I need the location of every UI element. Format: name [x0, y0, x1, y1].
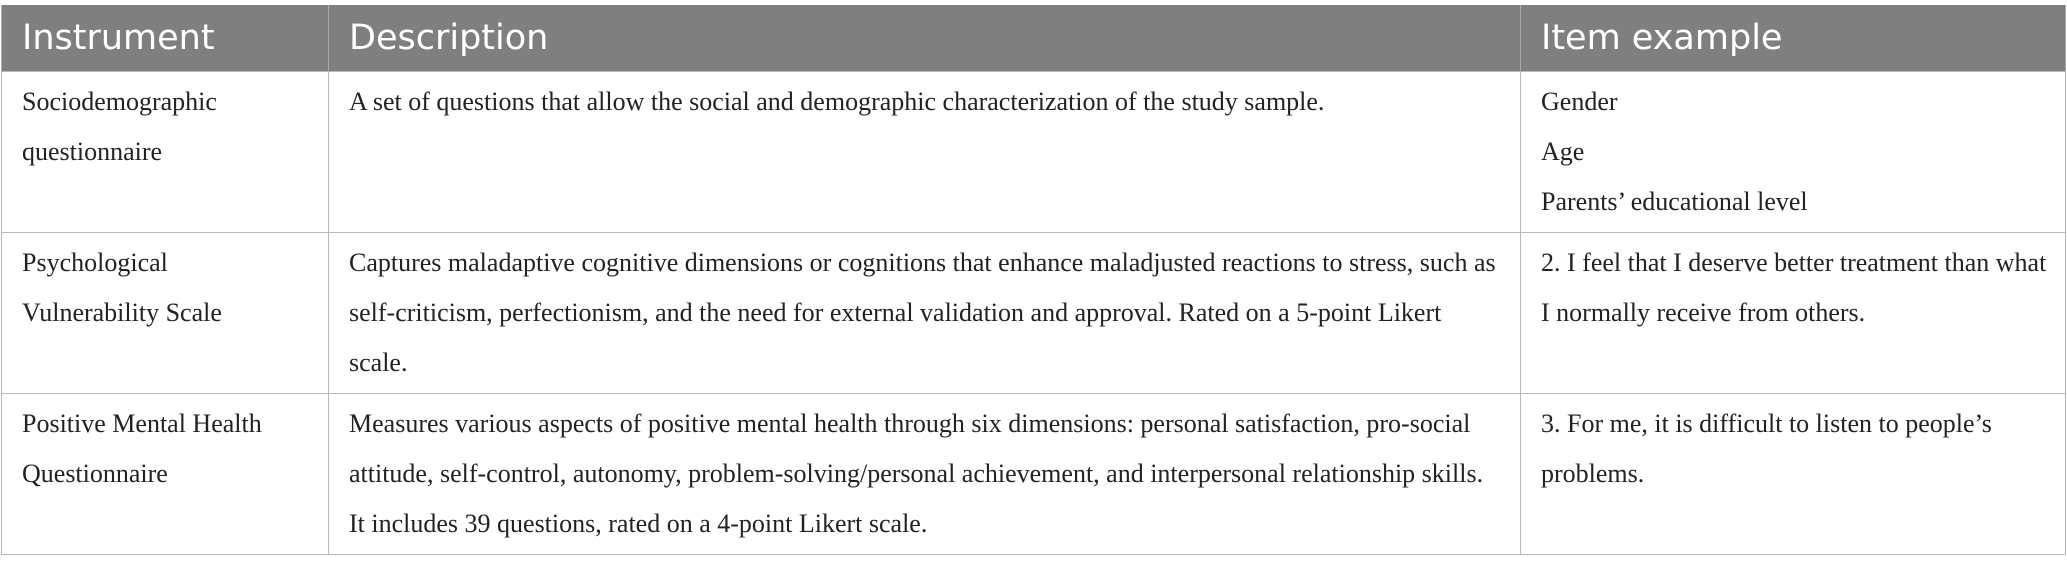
- table-row: [2, 394, 2066, 555]
- item-example-cell: [1521, 394, 2066, 555]
- item-example: Gender: [1541, 87, 1618, 116]
- item-example: Age: [1541, 137, 1585, 166]
- item-example: Parents’ educational level: [1541, 187, 1808, 216]
- description-cell: Captures maladaptive cognitive dimensions or cognitions that enhance maladjusted reactions to stress, such as self-criticism, perfectionism, and the need for external validation and approval. Rated on a 5-point Likert scale.: [329, 233, 1521, 394]
- description-cell: Measures various aspects of positive mental health through six dimensions: personal satisfaction, pro-social attitude, self-control, autonomy, problem-solving/personal achievement, and interpersonal relationship skills. It includes 39 questions, rated on a 4-point Likert scale.: [329, 394, 1521, 555]
- header-item-example: Item example: [1521, 5, 2066, 72]
- instrument-cell: Sociodemographic questionnaire: [2, 72, 329, 233]
- description-cell: A set of questions that allow the social and demographic characterization of the study sample.: [329, 72, 1521, 233]
- item-example: 2. I feel that I deserve better treatment than what I normally receive from others.: [1541, 248, 2047, 327]
- header-instrument: Instrument: [2, 5, 329, 72]
- table-row: [2, 233, 2066, 394]
- instrument-cell: Psychological Vulnerability Scale: [2, 233, 329, 394]
- item-example: 3. For me, it is difficult to listen to people’s problems.: [1541, 409, 1992, 488]
- table-header: [2, 5, 2066, 72]
- item-example-cell: [1521, 233, 2066, 394]
- table-row: [2, 72, 2066, 233]
- item-example-cell: [1521, 72, 2066, 233]
- instruments-table: [1, 5, 2066, 555]
- header-description: Description: [329, 5, 1521, 72]
- instrument-cell: Positive Mental Health Questionnaire: [2, 394, 329, 555]
- table-body: [2, 72, 2066, 555]
- header-row: [2, 5, 2066, 72]
